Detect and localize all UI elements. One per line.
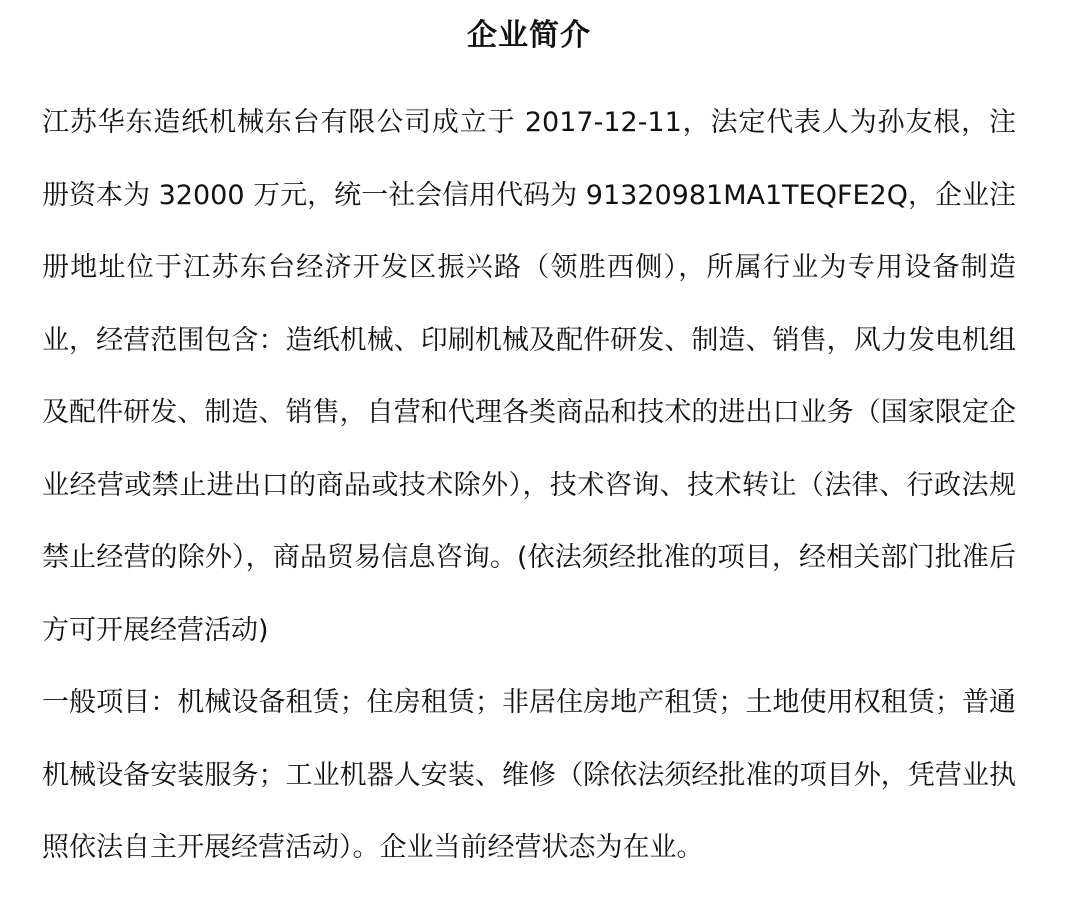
document-title: 企业简介 <box>467 18 591 53</box>
general-business-paragraph: 一般项目：机械设备租赁；住房租赁；非居住房地产租赁；土地使用权租赁；普通机械设备安装服务；工业机器人安装、维修（除依法须经批准的项目外，凭营业执照依法自主开展经营活动）。企业当前经营状态为在业。 <box>42 687 1016 863</box>
company-profile-paragraph: 江苏华东造纸机械东台有限公司成立于 2017-12-11，法定代表人为孙友根，注册资本为 32000 万元，统一社会信用代码为 91320981MA1TEQFE2Q，企业注册地址位于江苏东台经济开发区振兴路（领胜西侧），所属行业为专用设备制造业，经营范围包含：造纸机械、印刷机械及配件研发、制造、销售，风力发电机组及配件研发、制造、销售，自营和代理各类商品和技术的进出口业务（国家限定企业经营或禁止进出口的商品或技术除外），技术咨询、技术转让（法律、行政法规禁止经营的除外），商品贸易信息咨询。(依法须经批准的项目，经相关部门批准后方可开展经营活动) <box>42 107 1016 646</box>
